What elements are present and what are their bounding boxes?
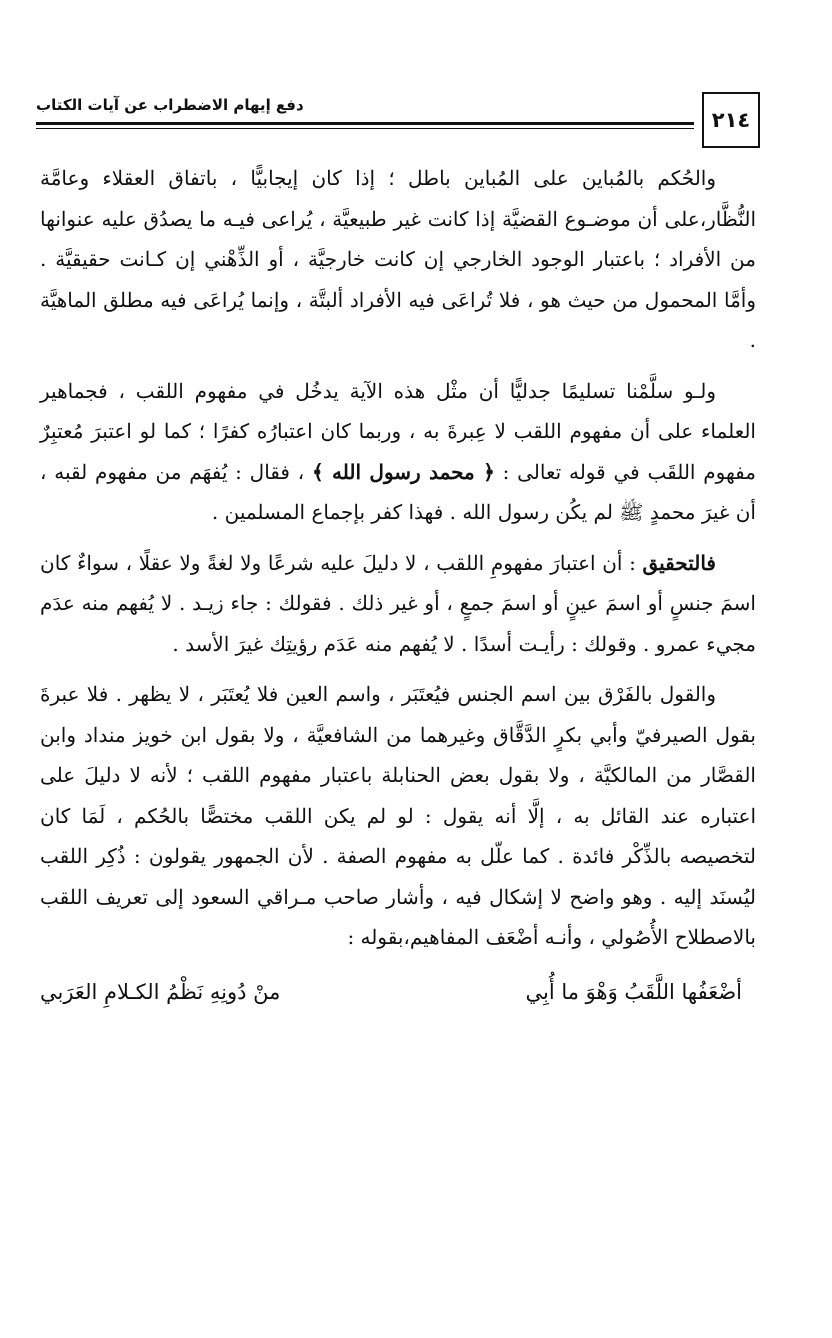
paragraph-3-rest: : أن اعتبارَ مفهومِ اللقب ، لا دليلَ عليه شرعًا ولا لغةً ولا عقلًا ، سواءٌ كان اسمَ جنسٍ أو اسمَ عينٍ أو اسمَ جمعٍ ، أو غير ذلك . فقولك : جاء زيـد . لا يُفهم منه عدَم مجيء عمرو . وقولك : رأيـت أسدًا . لا يُفهم منه عَدَم رؤيتِك غيرَ الأسد .	[40, 550, 756, 656]
verse-hemistich-1: أضْعَفُها اللَّقَبُ وَهْوَ ما أُبِي	[525, 979, 742, 1004]
header-rule-thin	[36, 128, 694, 129]
paragraph-3	[40, 543, 756, 665]
page-header	[36, 92, 760, 152]
paragraph-2	[40, 371, 756, 533]
paragraph-2-before-quote: ولـو سلَّمْنا تسليمًا جدليًّا أن مثْل هذه الآية يدخُل في مفهوم اللقب ، فجماهير العلماء على أن مفهوم اللقب لا عِبرةَ به ، وربما كان اعتبارُه كفرًا ؛ كما لو اعتبرَ مُعتبِرٌ مفهوم اللقَب في قوله تعالى :	[40, 378, 756, 484]
verse-hemistich-2: منْ دُونِهِ نَظْمُ الكـلامِ العَرَبي	[40, 979, 281, 1004]
page-body	[40, 158, 756, 1012]
running-title: دفع إيهام الاضطراب عن آيات الكتاب	[36, 96, 304, 114]
header-rule-thick	[36, 122, 694, 125]
paragraph-1: والحُكم بالمُباين على المُباين باطل ؛ إذا كان إيجابيًّا ، باتفاق العقلاء وعامَّة النُّظَّار،على أن موضـوع القضيَّة إذا كانت غير طبيعيَّة ، يُراعى فيـه ما يصدُق عليه عنوانها من الأفراد ؛ باعتبار الوجود الخارجي إن كانت خارجيَّة ، أو الذِّهْني إن كـانت حقيقيَّة . وأمَّا المحمول من حيث هو ، فلا تُراعَى فيه الأفراد ألبتَّة ، وإنما يُراعَى فيه مطلق الماهيَّة .	[40, 166, 756, 352]
poetry-verse	[40, 972, 756, 1013]
page-number: ٢١٤	[702, 92, 760, 148]
paragraph-4: والقول بالفَرْق بين اسم الجنس فيُعتَبَر ، واسم العين فلا يُعتَبَر ، لا يظهر . فلا عبرةَ بقول الصيرفيّ وأبي بكرٍ الدَّقَّاق وغيرهما من الشافعيَّة ، ولا بقول ابن خويز منداد وابن القصَّار من المالكيَّة ، ولا بقول بعض الحنابلة باعتبار مفهوم اللقب ؛ لأنه لا دليلَ على اعتباره عند القائل به ، إلَّا أنه يقول : لو لم يكن اللقب مختصًّا بالحُكم ، لَمَا كان لتخصيصه بالذِّكْر فائدة . كما علّل به مفهوم الصفة . لأن الجمهور يقولون : ذُكِر اللقب ليُسنَد إليه . وهو واضح لا إشكال فيه ، وأشار صاحب مـراقي السعود إلى تعريف اللقب بالاصطلاح الأُصُولي ، وأنـه أضْعَف المفاهيم،بقوله :	[40, 682, 756, 949]
tahqiq-term: فالتحقيق	[642, 550, 716, 575]
quran-quote: ﴿ محمد رسول الله ﴾	[311, 459, 495, 484]
paragraph-2-after-quote: ، فقال : يُفهَم من مفهوم لقبه ، أن غيرَ محمدٍ ﷺ لم يكُن رسول الله . فهذا كفر بإجماع المسلمين .	[40, 459, 756, 524]
